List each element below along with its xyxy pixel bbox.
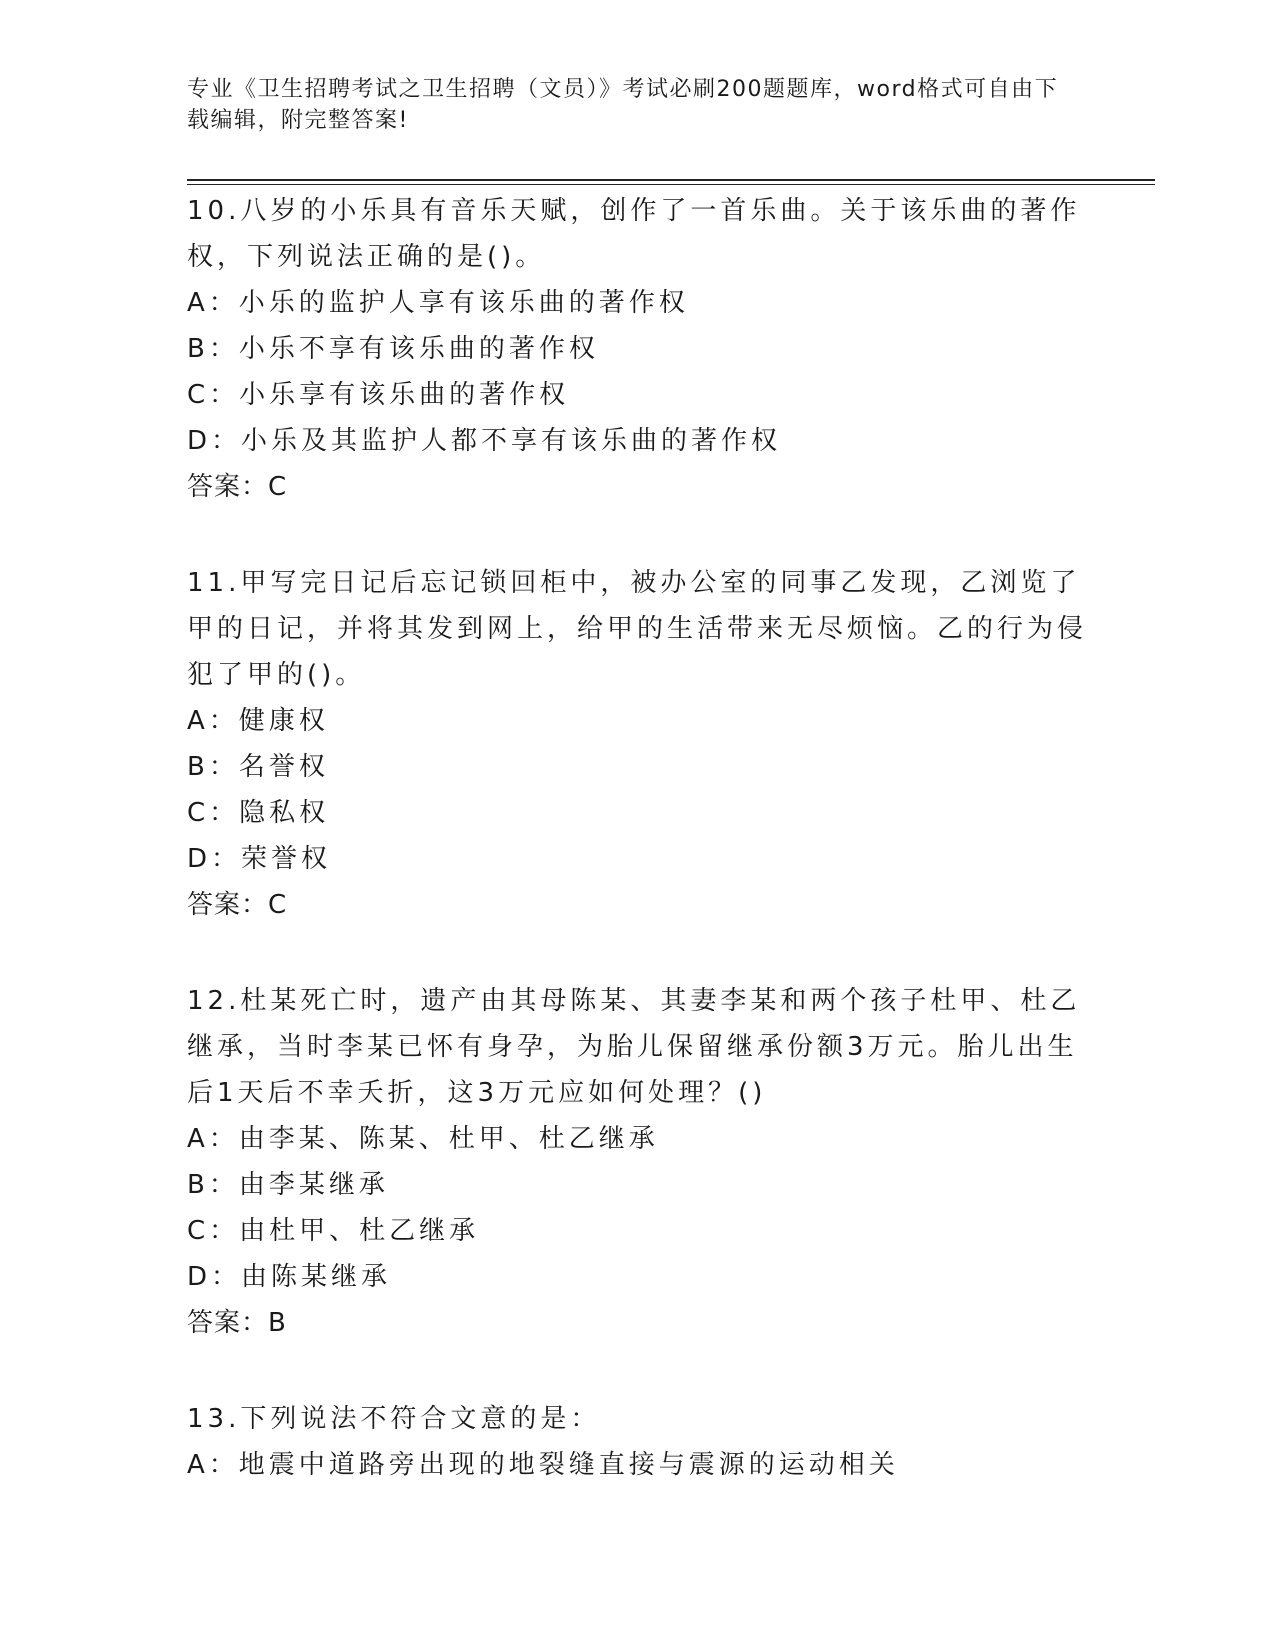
answer-line: 答案：B [187,1308,287,1338]
question-12 [187,978,1087,1346]
option-b: B：由李某继承 [187,1170,389,1200]
option-c: C：小乐享有该乐曲的著作权 [187,380,570,410]
document-description: 专业《卫生招聘考试之卫生招聘（文员）》考试必刷200题题库，word格式可自由下载编辑，附完整答案! [187,77,1059,133]
question-11 [187,560,1087,928]
question-10 [187,188,1087,510]
question-stem: 12.杜某死亡时，遗产由其母陈某、其妻李某和两个孩子杜甲、杜乙继承，当时李某已怀有身孕，为胎儿保留继承份额3万元。胎儿出生后1天后不幸夭折，这3万元应如何处理？() [187,986,1081,1108]
question-stem: 11.甲写完日记后忘记锁回柜中，被办公室的同事乙发现，乙浏览了甲的日记，并将其发到网上，给甲的生活带来无尽烦恼。乙的行为侵犯了甲的()。 [187,568,1088,690]
option-b: B：名誉权 [187,752,329,782]
question-13 [187,1396,1087,1488]
option-c: C：隐私权 [187,798,330,828]
option-a: A：小乐的监护人享有该乐曲的著作权 [187,288,689,318]
header-divider-thin [187,184,1155,185]
option-a: A：健康权 [187,706,329,736]
question-stem: 13.下列说法不符合文意的是： [187,1404,601,1434]
answer-line: 答案：C [187,472,288,502]
option-a: A：地震中道路旁出现的地裂缝直接与震源的运动相关 [187,1450,899,1480]
question-list [187,188,1087,1538]
option-d: D：由陈某继承 [187,1262,392,1292]
option-b: B：小乐不享有该乐曲的著作权 [187,334,599,364]
answer-line: 答案：C [187,890,288,920]
question-stem: 10.八岁的小乐具有音乐天赋，创作了一首乐曲。关于该乐曲的著作权，下列说法正确的是()。 [187,196,1081,272]
header-divider-thick [187,179,1155,181]
option-d: D：荣誉权 [187,844,332,874]
option-c: C：由杜甲、杜乙继承 [187,1216,480,1246]
option-a: A：由李某、陈某、杜甲、杜乙继承 [187,1124,659,1154]
option-d: D：小乐及其监护人都不享有该乐曲的著作权 [187,426,782,456]
